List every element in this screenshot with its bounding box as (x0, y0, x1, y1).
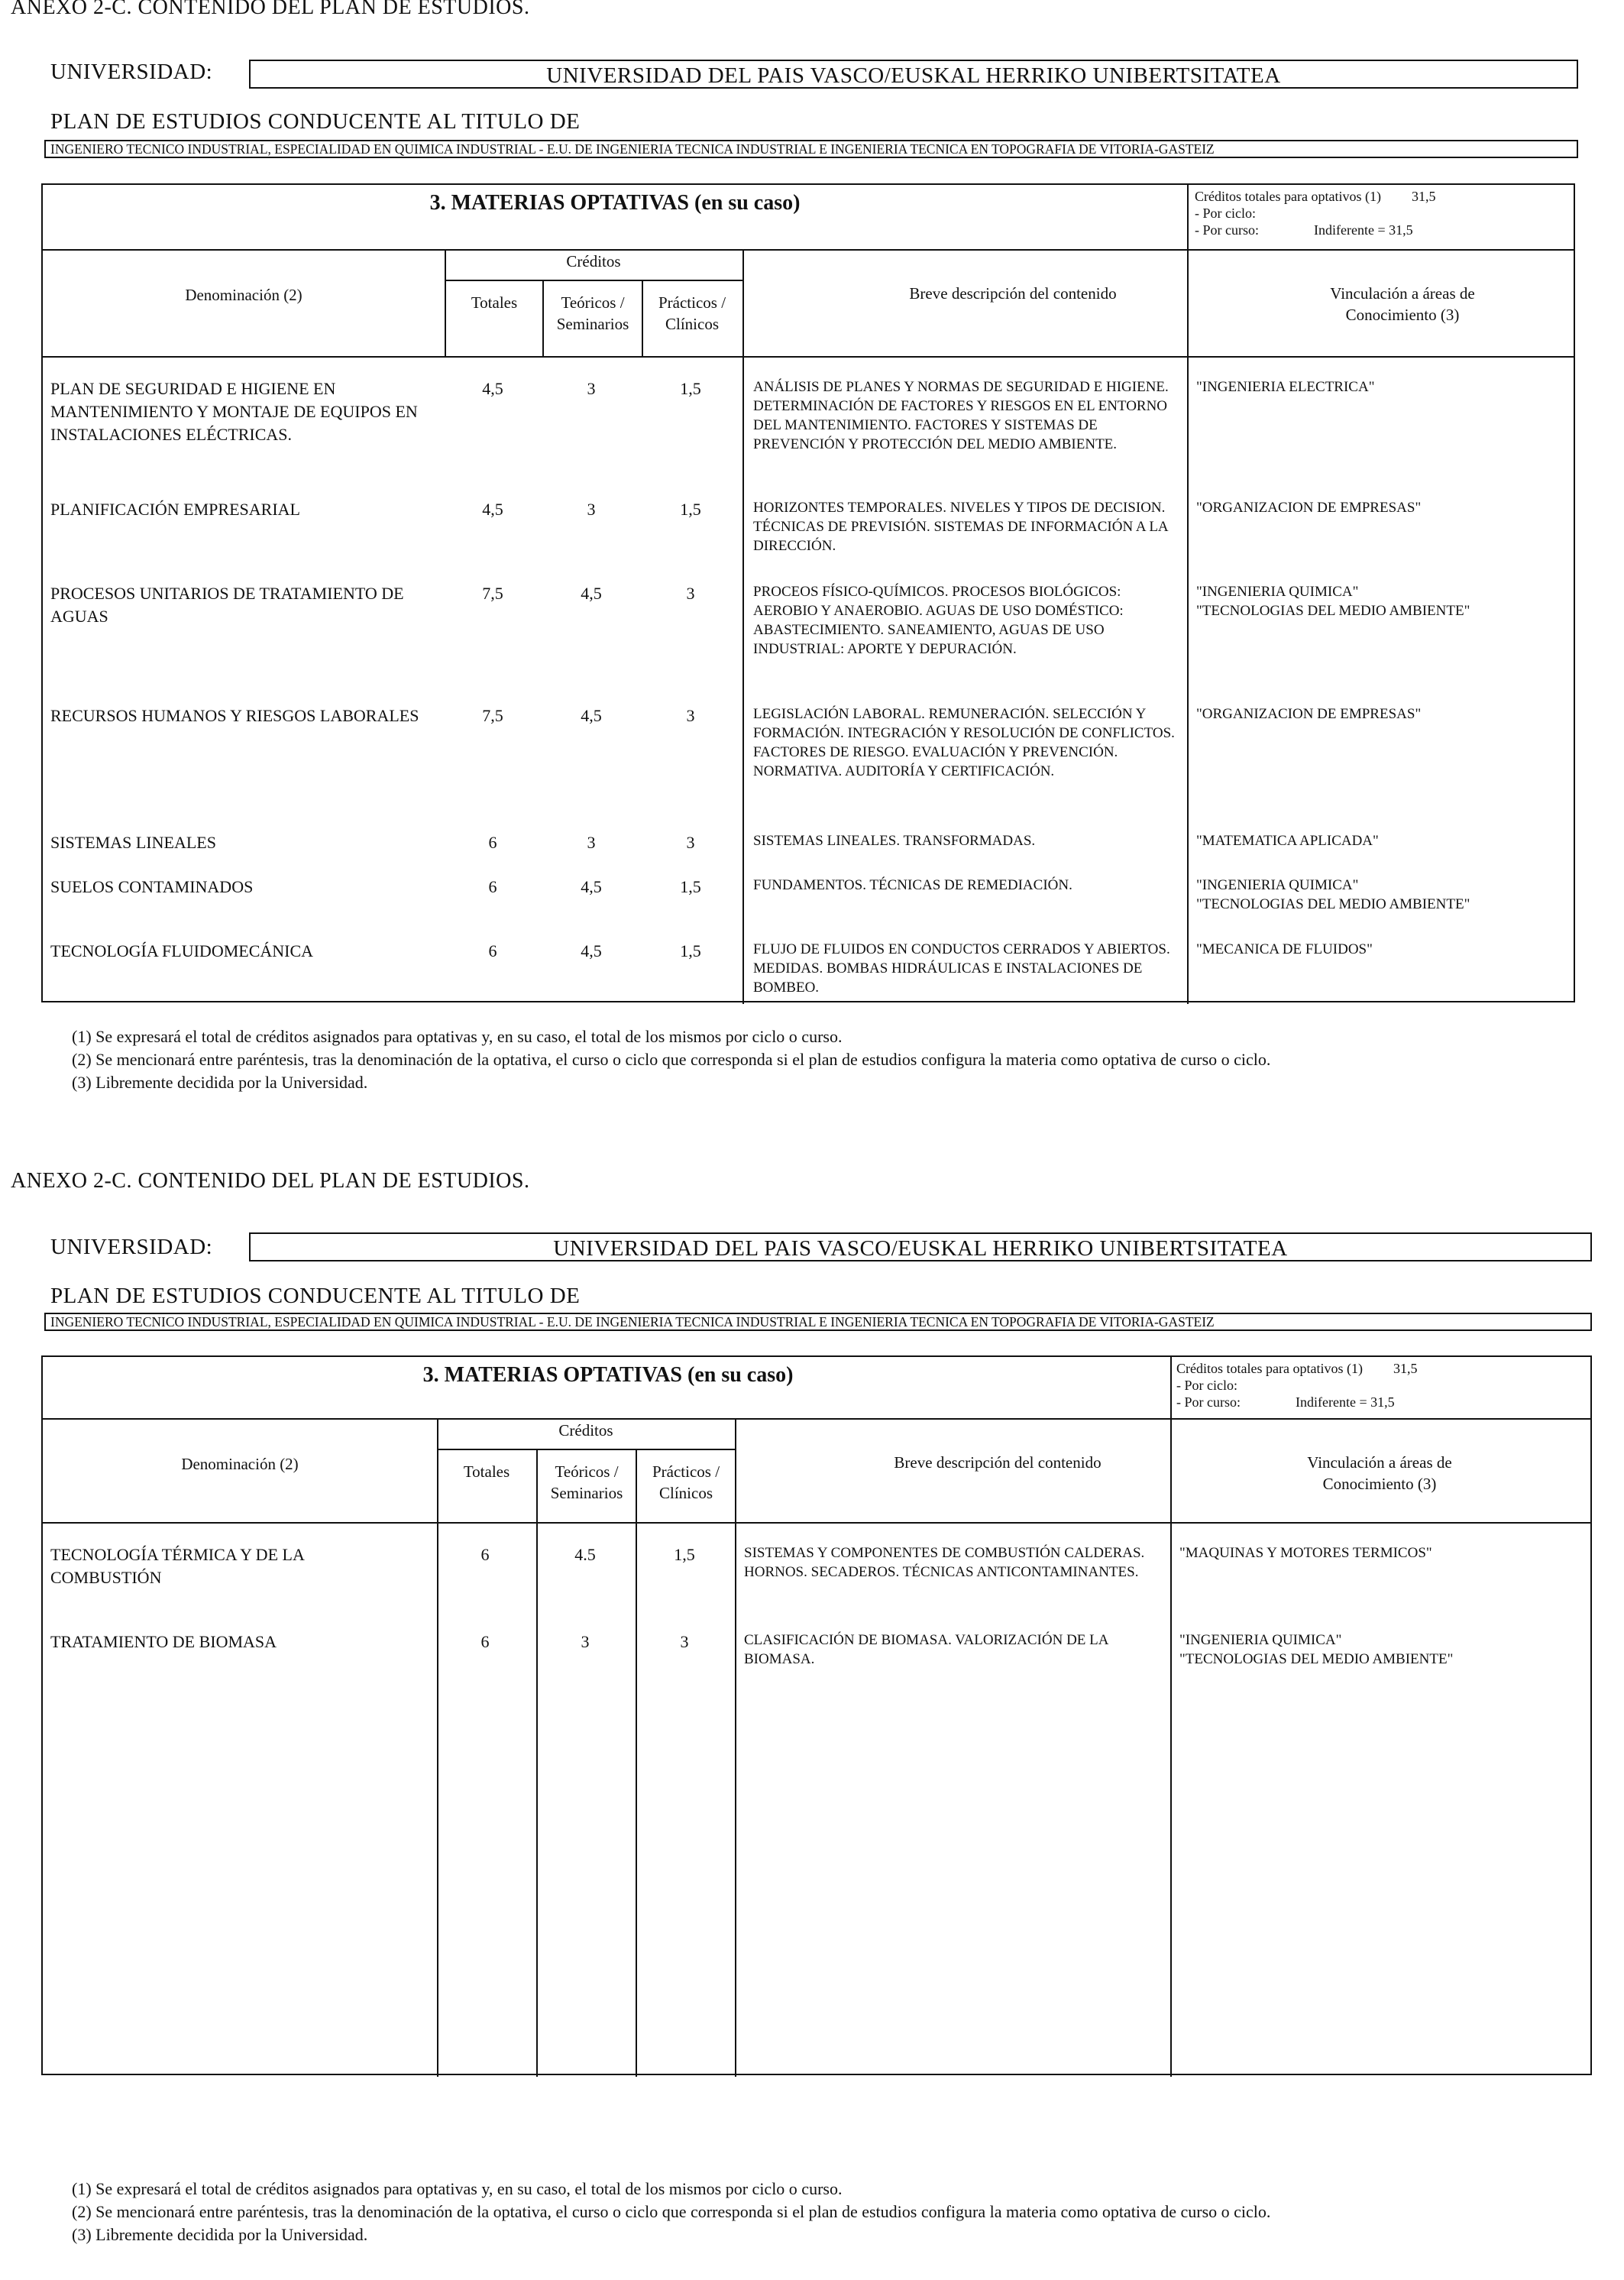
row-practicos: 3 (680, 1632, 689, 1651)
row-denominacion: TRATAMIENTO DE BIOMASA (50, 1632, 277, 1651)
divider (43, 1418, 1590, 1420)
row-teoricos: 4.5 (574, 1545, 596, 1564)
row-descripcion: ANÁLISIS DE PLANES Y NORMAS DE SEGURIDAD E HIGIENE. DETERMINACIÓN DE FACTORES Y RIESGOS EN EL ENTORNO DEL MANTENIMIENTO. FACTORES Y SISTEMAS DE PREVENCIÓN Y PROTECCIÓN DEL MEDIO AMBIENTE. (753, 379, 1169, 452)
row-vinculacion: "INGENIERIA QUIMICA" "TECNOLOGIAS DEL MEDIO AMBIENTE" (1196, 877, 1470, 912)
row-denominacion: PLANIFICACIÓN EMPRESARIAL (50, 500, 300, 519)
divider (636, 1449, 637, 2077)
divider (642, 280, 643, 356)
header-creditos: Créditos (558, 1421, 613, 1440)
universidad-label: UNIVERSIDAD: (50, 1235, 213, 1259)
creditos-totales-value: 31,5 (1393, 1361, 1418, 1376)
header-vinculacion: Vinculación a áreas de Conocimiento (3) (1307, 1453, 1452, 1493)
row-teoricos: 4,5 (581, 877, 602, 896)
row-denominacion: SISTEMAS LINEALES (50, 833, 216, 852)
universidad-name: UNIVERSIDAD DEL PAIS VASCO/EUSKAL HERRIKO UNIBERTSITATEA (249, 1232, 1592, 1261)
row-denominacion: TECNOLOGÍA FLUIDOMECÁNICA (50, 941, 314, 960)
row-denominacion: PROCESOS UNITARIOS DE TRATAMIENTO DE AGUAS (50, 584, 404, 626)
row-practicos: 1,5 (680, 500, 701, 519)
row-practicos: 3 (686, 584, 695, 603)
universidad-name: UNIVERSIDAD DEL PAIS VASCO/EUSKAL HERRIKO UNIBERTSITATEA (249, 60, 1578, 89)
divider (43, 249, 1574, 251)
header-teoricos: Teóricos / Seminarios (550, 1462, 623, 1502)
divider (542, 280, 544, 356)
row-teoricos: 4,5 (581, 584, 602, 603)
por-ciclo: - Por ciclo: (1195, 206, 1256, 221)
row-vinculacion: "ORGANIZACION DE EMPRESAS" (1196, 706, 1422, 722)
page-section-2 (0, 1169, 1624, 2280)
row-descripcion: PROCEOS FÍSICO-QUÍMICOS. PROCESOS BIOLÓGICOS: AEROBIO Y ANAEROBIO. AGUAS DE USO DOMÉSTICO: ABASTECIMIENTO. SANEAMIENTO, AGUAS DE USO INDUSTRIAL: APORTE Y DEPURACIÓN. (753, 584, 1124, 657)
row-descripcion: CLASIFICACIÓN DE BIOMASA. VALORIZACIÓN DE LA BIOMASA. (744, 1632, 1108, 1667)
row-totales: 7,5 (482, 706, 503, 725)
row-teoricos: 3 (587, 833, 596, 852)
header-creditos: Créditos (566, 252, 621, 270)
por-curso-label: - Por curso: (1176, 1394, 1241, 1410)
creditos-totales-label: Créditos totales para optativos (1) (1176, 1361, 1363, 1376)
divider (1170, 1418, 1172, 2077)
row-vinculacion: "MAQUINAS Y MOTORES TERMICOS" (1179, 1545, 1432, 1561)
row-totales: 7,5 (482, 584, 503, 603)
materias-title: 3. MATERIAS OPTATIVAS (en su caso) (429, 191, 801, 215)
divider (437, 1449, 735, 1450)
materias-title: 3. MATERIAS OPTATIVAS (en su caso) (422, 1363, 794, 1387)
header-practicos: Prácticos / Clínicos (652, 1462, 720, 1502)
header-totales: Totales (463, 1462, 510, 1481)
row-teoricos: 4,5 (581, 941, 602, 960)
row-totales: 6 (488, 833, 497, 852)
row-vinculacion: "INGENIERIA QUIMICA" "TECNOLOGIAS DEL MEDIO AMBIENTE" (1196, 584, 1470, 619)
footnotes (72, 2178, 1270, 2246)
row-totales: 6 (480, 1545, 490, 1564)
row-practicos: 1,5 (674, 1545, 695, 1564)
divider (43, 1522, 1590, 1524)
row-teoricos: 3 (587, 500, 596, 519)
row-vinculacion: "MECANICA DE FLUIDOS" (1196, 941, 1373, 957)
divider (445, 280, 742, 281)
row-practicos: 1,5 (680, 941, 701, 960)
row-denominacion: TECNOLOGÍA TÉRMICA Y DE LA COMBUSTIÓN (50, 1545, 304, 1587)
titulo-name: INGENIERO TECNICO INDUSTRIAL, ESPECIALIDAD EN QUIMICA INDUSTRIAL - E.U. DE INGENIERIA TECNICA INDUSTRIAL E INGENIERIA TECNICA EN TOPOGRAFIA DE VITORIA-GASTEIZ (44, 140, 1578, 158)
creditos-totales-info (1176, 1360, 1574, 1410)
header-descripcion: Breve descripción del contenido (909, 284, 1117, 303)
divider (43, 356, 1574, 358)
row-practicos: 3 (686, 706, 695, 725)
row-totales: 6 (488, 877, 497, 896)
header-practicos: Prácticos / Clínicos (658, 293, 726, 333)
header-teoricos: Teóricos / Seminarios (556, 293, 629, 333)
universidad-label: UNIVERSIDAD: (50, 60, 213, 84)
row-descripcion: FLUJO DE FLUIDOS EN CONDUCTOS CERRADOS Y ABIERTOS. MEDIDAS. BOMBAS HIDRÁULICAS E INSTALACIONES DE BOMBEO. (753, 941, 1170, 996)
creditos-totales-label: Créditos totales para optativos (1) (1195, 189, 1381, 204)
row-practicos: 1,5 (680, 379, 701, 398)
footnote-3: (3) Libremente decidida por la Universidad. (72, 1073, 368, 1092)
divider (536, 1449, 538, 2077)
creditos-totales-info (1195, 188, 1561, 238)
row-vinculacion: "MATEMATICA APLICADA" (1196, 833, 1379, 849)
anexo-heading: ANEXO 2-C. CONTENIDO DEL PLAN DE ESTUDIOS. (11, 1169, 530, 1193)
creditos-totales-value: 31,5 (1411, 189, 1436, 204)
footnote-2: (2) Se mencionará entre paréntesis, tras la denominación de la optativa, el curso o ciclo que corresponda si el plan de estudios configura la materia como optativa de curso o ciclo. (72, 2202, 1271, 2221)
page-section-1 (0, 0, 1624, 1131)
row-descripcion: LEGISLACIÓN LABORAL. REMUNERACIÓN. SELECCIÓN Y FORMACIÓN. INTEGRACIÓN Y RESOLUCIÓN DE CONFLICTOS. FACTORES DE RIESGO. EVALUACIÓN Y PREVENCIÓN. NORMATIVA. AUDITORÍA Y CERTIFICACIÓN. (753, 706, 1175, 779)
divider (742, 249, 744, 1004)
row-descripcion: FUNDAMENTOS. TÉCNICAS DE REMEDIACIÓN. (753, 877, 1072, 893)
footnote-3: (3) Libremente decidida por la Universidad. (72, 2225, 368, 2244)
row-teoricos: 4,5 (581, 706, 602, 725)
materias-table (41, 183, 1575, 1002)
row-descripcion: SISTEMAS LINEALES. TRANSFORMADAS. (753, 833, 1036, 849)
row-totales: 6 (488, 941, 497, 960)
header-descripcion: Breve descripción del contenido (894, 1453, 1102, 1472)
row-descripcion: SISTEMAS Y COMPONENTES DE COMBUSTIÓN CALDERAS. HORNOS. SECADEROS. TÉCNICAS ANTICONTAMINANTES. (744, 1545, 1145, 1580)
por-curso-value: Indiferente = 31,5 (1296, 1394, 1395, 1410)
divider (437, 1418, 438, 2077)
header-vinculacion: Vinculación a áreas de Conocimiento (3) (1330, 284, 1475, 324)
row-practicos: 3 (686, 833, 695, 852)
row-totales: 4,5 (482, 379, 503, 398)
footnote-1: (1) Se expresará el total de créditos asignados para optativas y, en su caso, el total de los mismos por ciclo o curso. (72, 1027, 843, 1046)
header-totales: Totales (471, 293, 518, 312)
row-teoricos: 3 (581, 1632, 590, 1651)
por-curso-label: - Por curso: (1195, 222, 1259, 238)
row-vinculacion: "ORGANIZACION DE EMPRESAS" (1196, 500, 1422, 516)
header-denominacion: Denominación (2) (181, 1455, 299, 1473)
plan-label: PLAN DE ESTUDIOS CONDUCENTE AL TITULO DE (50, 1284, 581, 1308)
row-denominacion: RECURSOS HUMANOS Y RIESGOS LABORALES (50, 706, 419, 725)
titulo-name: INGENIERO TECNICO INDUSTRIAL, ESPECIALIDAD EN QUIMICA INDUSTRIAL - E.U. DE INGENIERIA TECNICA INDUSTRIAL E INGENIERIA TECNICA EN TOPOGRAFIA DE VITORIA-GASTEIZ (44, 1313, 1592, 1331)
divider (1170, 1357, 1172, 1418)
plan-label: PLAN DE ESTUDIOS CONDUCENTE AL TITULO DE (50, 109, 581, 134)
row-descripcion: HORIZONTES TEMPORALES. NIVELES Y TIPOS DE DECISION. TÉCNICAS DE PREVISIÓN. SISTEMAS DE INFORMACIÓN A LA DIRECCIÓN. (753, 500, 1168, 554)
header-denominacion: Denominación (2) (185, 286, 302, 304)
row-denominacion: SUELOS CONTAMINADOS (50, 877, 254, 896)
materias-table (41, 1355, 1592, 2075)
row-denominacion: PLAN DE SEGURIDAD E HIGIENE EN MANTENIMIENTO Y MONTAJE DE EQUIPOS EN INSTALACIONES ELÉCTRICAS. (50, 379, 418, 444)
row-totales: 6 (480, 1632, 490, 1651)
anexo-heading: ANEXO 2-C. CONTENIDO DEL PLAN DE ESTUDIOS. (11, 0, 530, 19)
row-practicos: 1,5 (680, 877, 701, 896)
divider (735, 1418, 736, 2077)
por-ciclo: - Por ciclo: (1176, 1378, 1237, 1393)
divider (1187, 185, 1189, 249)
row-teoricos: 3 (587, 379, 596, 398)
footnote-1: (1) Se expresará el total de créditos asignados para optativas y, en su caso, el total de los mismos por ciclo o curso. (72, 2179, 843, 2198)
row-vinculacion: "INGENIERIA ELECTRICA" (1196, 379, 1375, 395)
divider (1187, 249, 1189, 1004)
row-totales: 4,5 (482, 500, 503, 519)
footnotes (72, 1025, 1270, 1094)
row-vinculacion: "INGENIERIA QUIMICA" "TECNOLOGIAS DEL MEDIO AMBIENTE" (1179, 1632, 1454, 1667)
footnote-2: (2) Se mencionará entre paréntesis, tras la denominación de la optativa, el curso o ciclo que corresponda si el plan de estudios configura la materia como optativa de curso o ciclo. (72, 1050, 1271, 1069)
por-curso-value: Indiferente = 31,5 (1314, 222, 1413, 238)
